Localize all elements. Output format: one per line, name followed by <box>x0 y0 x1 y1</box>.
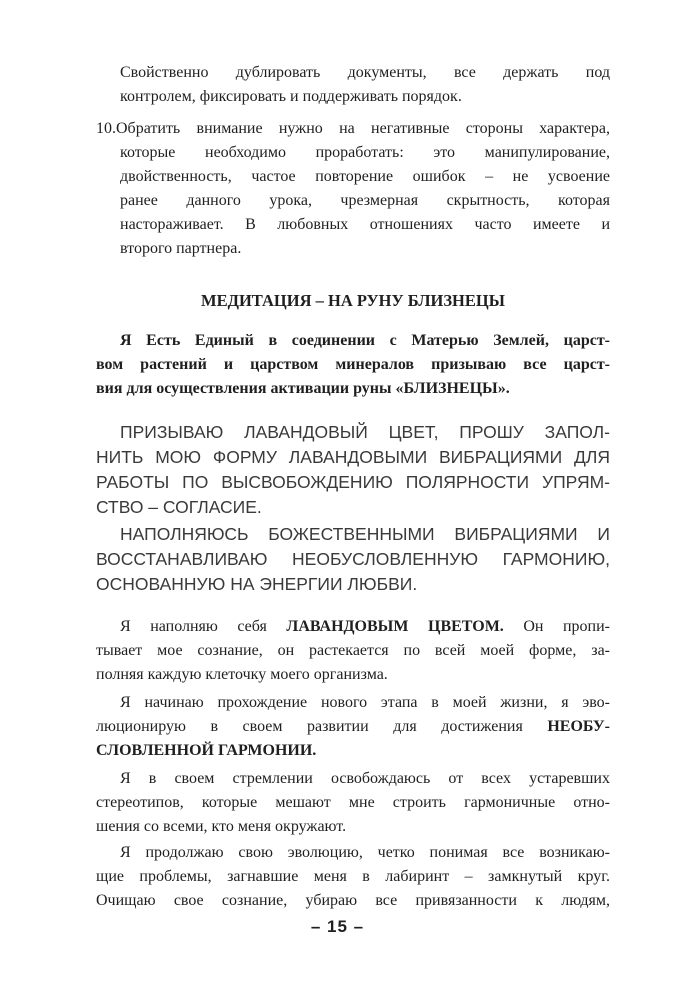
paragraph-line: Я в своем стремлении освобождаюсь от всех устаревших <box>120 770 610 787</box>
invocation-line: Я Есть Единый в соединении с Матерью Землей, царст- <box>120 332 610 349</box>
section-heading: МЕДИТАЦИЯ – НА РУНУ БЛИЗНЕЦЫ <box>201 291 505 310</box>
invocation-line: вом растений и царством минералов призываю все царст- <box>96 356 610 373</box>
paragraph-line: полняя каждую клеточку моего организма. <box>96 666 388 683</box>
list-item-10-line: настораживает. В любовных отношениях часто имеете и <box>120 216 610 233</box>
caps-line: ОСНОВАННУЮ НА ЭНЕРГИИ ЛЮБВИ. <box>96 574 418 594</box>
invocation-line: вия для осуществления активации руны «БЛИЗНЕЦЫ». <box>96 380 510 397</box>
paragraph-line: шения со всеми, кто меня окружают. <box>96 818 347 835</box>
caps-line: СТВО – СОГЛАСИЕ. <box>96 497 262 517</box>
caps-line: НАПОЛНЯЮСЬ БОЖЕСТВЕННЫМИ ВИБРАЦИЯМИ И <box>120 524 610 544</box>
list-item-10-line: двойственность, частое повторение ошибок – не усвоение <box>120 168 610 185</box>
paragraph-line: тывает мое сознание, он растекается по всей моей форме, за- <box>96 642 610 659</box>
paragraph-line: Я наполняю себя ЛАВАНДОВЫМ ЦВЕТОМ. Он пропи- <box>120 618 610 635</box>
list-item-10-line: 10.Обратить внимание нужно на негативные стороны характера, <box>96 120 610 137</box>
paragraph-line: СЛОВЛЕННОЙ ГАРМОНИИ. <box>96 742 317 759</box>
paragraph-line: Очищаю свое сознание, убираю все привязанности к людям, <box>96 892 610 909</box>
paragraph-line: Я продолжаю свою эволюцию, четко понимая все возникаю- <box>120 844 610 861</box>
paragraph-line: щие проблемы, загнавшие меня в лабиринт – замкнутый круг. <box>96 868 610 885</box>
paragraph-line: стереотипов, которые мешают мне строить гармоничные отно- <box>96 794 610 811</box>
caps-line: ПРИЗЫВАЮ ЛАВАНДОВЫЙ ЦВЕТ, ПРОШУ ЗАПОЛ- <box>120 422 610 442</box>
caps-line: РАБОТЫ ПО ВЫСВОБОЖДЕНИЮ ПОЛЯРНОСТИ УПРЯМ- <box>96 472 610 492</box>
list-item-10-line: которые необходимо проработать: это манипулирование, <box>120 144 610 161</box>
paragraph-line: Я начинаю прохождение нового этапа в моей жизни, я эво- <box>120 694 610 711</box>
text-line: Свойственно дублировать документы, все держать под <box>120 64 610 81</box>
caps-line: ВОССТАНАВЛИВАЮ НЕОБУСЛОВЛЕННУЮ ГАРМОНИЮ, <box>96 549 610 569</box>
paragraph-line: люционирую в своем развитии для достижения НЕОБУ- <box>96 718 610 735</box>
page-number: – 15 – <box>310 917 365 936</box>
text-line: контролем, фиксировать и поддерживать порядок. <box>120 88 462 105</box>
list-item-10-line: ранее данного урока, чрезмерная скрытность, которая <box>120 192 610 209</box>
list-item-10-line: второго партнера. <box>120 240 242 257</box>
caps-line: НИТЬ МОЮ ФОРМУ ЛАВАНДОВЫМИ ВИБРАЦИЯМИ ДЛЯ <box>96 447 610 467</box>
